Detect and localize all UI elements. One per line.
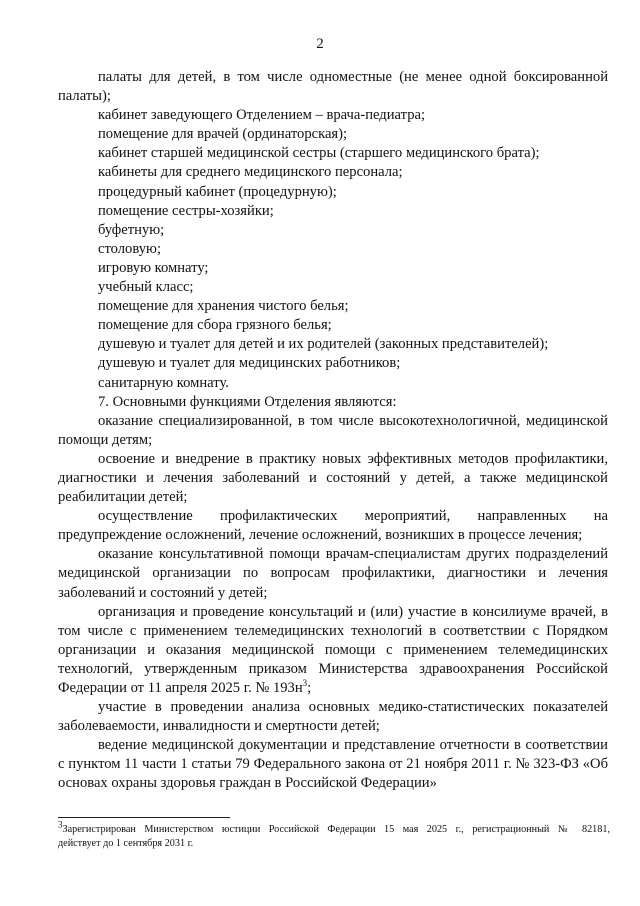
function-item: осуществление профилактических мероприятий, направленных на предупреждение осложнений, лечение осложнений, возникших в процессе лечения; <box>58 508 608 544</box>
function-item: оказание специализированной, в том числе высокотехнологичной, медицинской помощи детям; <box>58 412 608 448</box>
consultations-text-end: ; <box>307 680 312 696</box>
list-item: кабинеты для среднего медицинского персонала; <box>98 164 403 181</box>
list-item: кабинет заведующего Отделением – врача-педиатра; <box>98 107 426 124</box>
list-item: игровую комнату; <box>98 259 209 276</box>
list-item: кабинет старшей медицинской сестры (старшего медицинского брата); <box>98 145 540 162</box>
function-item: ведение медицинской документации и представление отчетности в соответствии с пунктом 11 части 1 статьи 79 Федерального закона от 21 ноября 2011 г. № 323-ФЗ «Об основах охраны здоровья граждан в Российской Федерации» <box>58 737 608 792</box>
footnote-reference[interactable]: 3 <box>302 678 308 689</box>
consultations-text: организация и проведение консультаций и (или) участие в консилиуме врачей, в том числе с применением телемедицинских технологий в соответствии с Порядком организации и оказания медицинской помощи с применением телемедицинских технологий, утвержденным приказом Министерства здравоохранения Российской Федерации от 11 апреля 2025 г. № 193н <box>58 603 608 696</box>
list-item: санитарную комнату. <box>98 374 229 391</box>
list-item: душевую и туалет для медицинских работников; <box>98 355 401 372</box>
list-item: помещение сестры-хозяйки; <box>98 202 274 219</box>
list-item: помещение для сбора грязного белья; <box>98 317 332 334</box>
footnote-divider <box>58 817 230 818</box>
footnote-line-2: действует до 1 сентября 2031 г. <box>58 838 194 849</box>
list-item: столовую; <box>98 240 161 257</box>
document-body <box>58 68 608 794</box>
function-item: освоение и внедрение в практику новых эффективных методов профилактики, диагностики и лечения заболеваний и состояний у детей, а также медицинской реабилитации детей; <box>58 450 608 506</box>
list-item: процедурный кабинет (процедурную); <box>98 183 337 200</box>
function-item: оказание консультативной помощи врачам-специалистам других подразделений медицинской организации по вопросам профилактики, диагностики и лечения заболеваний и состояний у детей; <box>58 546 608 601</box>
list-item: душевую и туалет для детей и их родителей (законных представителей); <box>98 336 549 353</box>
list-item: помещение для врачей (ординаторская); <box>98 126 348 143</box>
function-item-consultations <box>58 603 608 698</box>
paragraph-wards: палаты для детей, в том числе одноместные (не менее одной боксированной палаты); <box>58 69 608 105</box>
footnote-line-1 <box>58 819 610 837</box>
list-item: буфетную; <box>98 221 165 238</box>
function-item: участие в проведении анализа основных медико-статистических показателей заболеваемости, инвалидности и смертности детей; <box>58 699 608 735</box>
footnote <box>58 819 610 851</box>
list-item: учебный класс; <box>98 279 194 296</box>
section-heading-functions: 7. Основными функциями Отделения являются: <box>98 393 397 410</box>
list-item: помещение для хранения чистого белья; <box>98 298 349 315</box>
footnote-marker: 3 <box>58 819 63 830</box>
footnote-text-1: Зарегистрирован Министерством юстиции Российской Федерации 15 мая 2025 г., регистрационный № 82181, <box>62 824 610 835</box>
page-number: 2 <box>316 36 324 52</box>
